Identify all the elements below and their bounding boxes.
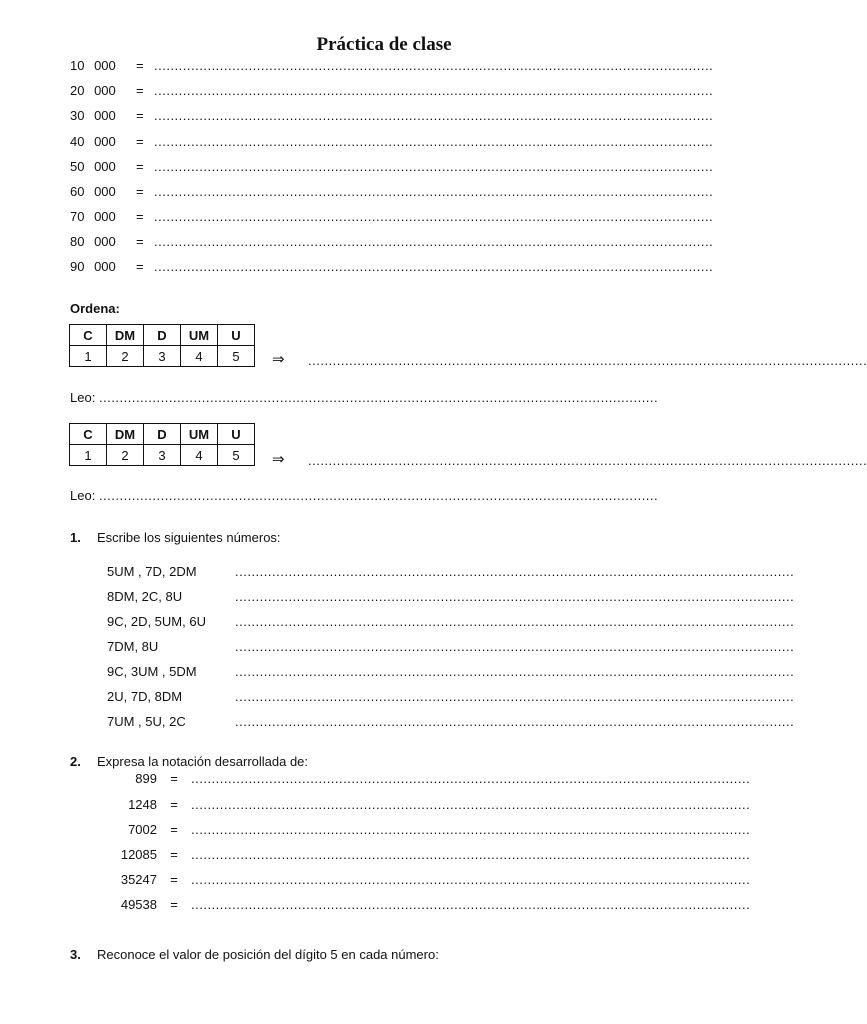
answer-line: ........................................................................................................................................ [308, 453, 867, 468]
table-header: U [218, 325, 255, 346]
question-2: 2. Expresa la notación desarrollada de: [70, 754, 309, 769]
list-item: 7002 = ........................................................................................................................................ [128, 822, 751, 837]
thousand-row: 50 000 = ........................................................................................................................................ [70, 159, 714, 174]
question-1: 1. Escribe los siguientes números: [70, 530, 281, 545]
question-3: 3. Reconoce el valor de posición del dígito 5 en cada número: [70, 947, 439, 962]
place-value-table [69, 423, 255, 466]
list-item: 8DM, 2C, 8U ........................................................................................................................................ [107, 589, 795, 604]
table-cell: 5 [218, 445, 255, 466]
thousand-row: 70 000 = ........................................................................................................................................ [70, 209, 714, 224]
list-item: 1248 = ........................................................................................................................................ [128, 797, 751, 812]
list-item: 7DM, 8U ........................................................................................................................................ [107, 639, 795, 654]
arrow-icon: ⇒ [272, 451, 285, 468]
list-item: 2U, 7D, 8DM ........................................................................................................................................ [107, 689, 795, 704]
table-header: DM [107, 424, 144, 445]
thousand-row: 10 000 = ........................................................................................................................................ [70, 58, 714, 73]
table-cell: 1 [70, 346, 107, 367]
list-item: 49538 = ........................................................................................................................................ [120, 897, 751, 912]
list-item: 9C, 2D, 5UM, 6U ........................................................................................................................................ [107, 614, 795, 629]
table-header: C [70, 424, 107, 445]
thousand-row: 90 000 = ........................................................................................................................................ [70, 259, 714, 274]
table-cell: 3 [144, 346, 181, 367]
leo-line: Leo: ........................................................................................................................................ [70, 390, 659, 405]
table-cell: 4 [181, 445, 218, 466]
list-item: 7UM , 5U, 2C ........................................................................................................................................ [107, 714, 795, 729]
thousand-row: 80 000 = ........................................................................................................................................ [70, 234, 714, 249]
list-item: 9C, 3UM , 5DM ........................................................................................................................................ [107, 664, 795, 679]
list-item: 899 = ........................................................................................................................................ [135, 771, 751, 786]
table-cell: 4 [181, 346, 218, 367]
table-header: D [144, 424, 181, 445]
page-title: Práctica de clase [316, 34, 452, 55]
table-header: U [218, 424, 255, 445]
table-cell: 3 [144, 445, 181, 466]
answer-line: ........................................................................................................................................ [308, 353, 867, 368]
thousand-row: 60 000 = ........................................................................................................................................ [70, 184, 714, 199]
table-header: DM [107, 325, 144, 346]
leo-line: Leo: ........................................................................................................................................ [70, 488, 659, 503]
table-cell: 2 [107, 445, 144, 466]
table-header: C [70, 325, 107, 346]
list-item: 5UM , 7D, 2DM ........................................................................................................................................ [107, 564, 795, 579]
thousand-row: 40 000 = ........................................................................................................................................ [70, 134, 714, 149]
thousand-row: 30 000 = ........................................................................................................................................ [70, 108, 714, 123]
table-cell: 1 [70, 445, 107, 466]
ordena-label: Ordena: [70, 301, 120, 316]
place-value-table [69, 324, 255, 367]
table-header: UM [181, 424, 218, 445]
arrow-icon: ⇒ [272, 351, 285, 368]
list-item: 12085 = ........................................................................................................................................ [120, 847, 751, 862]
table-header: D [144, 325, 181, 346]
table-cell: 5 [218, 346, 255, 367]
table-cell: 2 [107, 346, 144, 367]
table-header: UM [181, 325, 218, 346]
thousand-row: 20 000 = ........................................................................................................................................ [70, 83, 714, 98]
list-item: 35247 = ........................................................................................................................................ [120, 872, 751, 887]
